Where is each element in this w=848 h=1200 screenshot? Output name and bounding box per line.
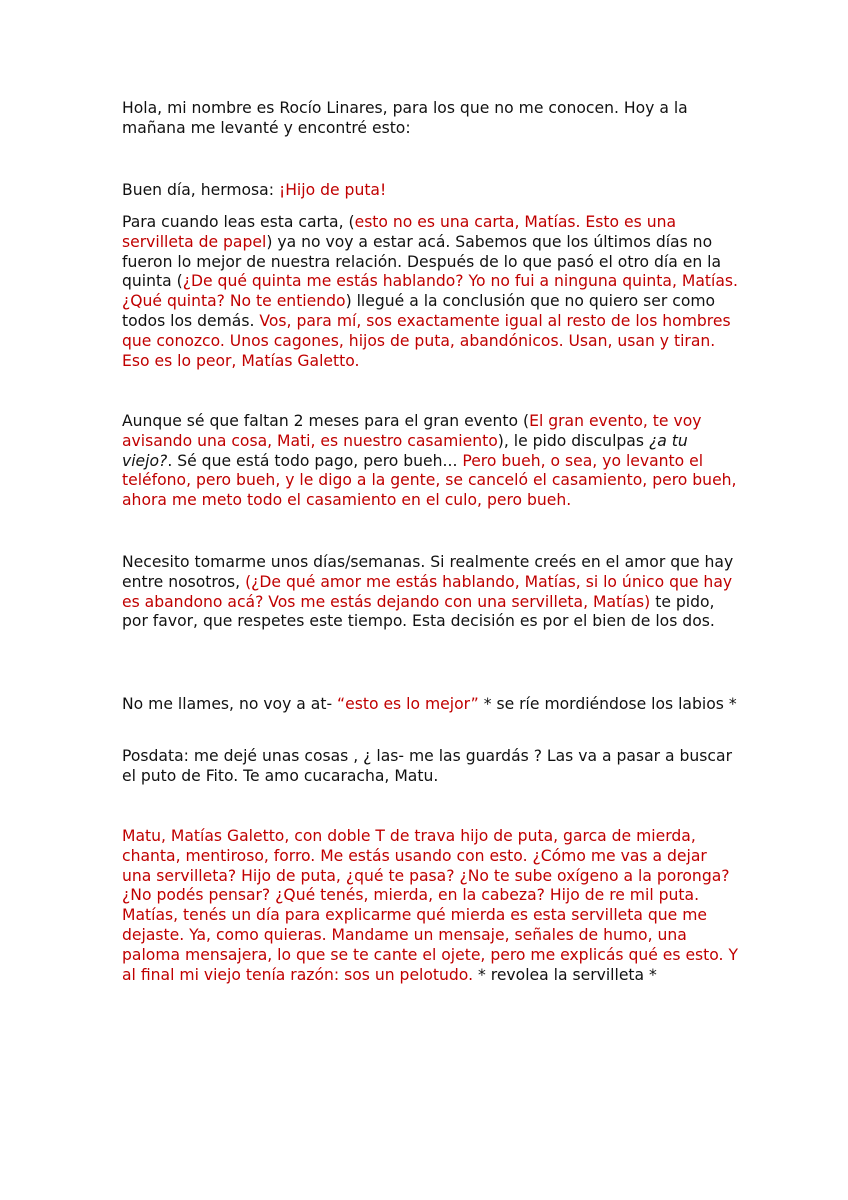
text-run: No me llames, no voy a at- xyxy=(122,695,338,713)
response-paragraph xyxy=(122,827,740,985)
red-text-run: (¿De qué amor me estás hablando, Matías, si lo único que hay es abandono acá? Vos me estás dejando con una servilleta, Matías) xyxy=(122,572,733,611)
text-run: * revolea la servilleta * xyxy=(473,965,657,984)
text-run: * se ríe mordiéndose los labios * xyxy=(478,695,737,713)
letter-closing xyxy=(122,695,740,715)
text-run: Necesito tomarme unos días/semanas. Si realmente creés en el amor que hay entre nosotros, xyxy=(122,553,734,591)
text-run: te pido, por favor, que respetes este tiempo. Esta decisión es por el bien de los dos. xyxy=(122,592,715,631)
letter-paragraph-2 xyxy=(122,412,740,511)
text-run: Hola, mi nombre es Rocío Linares, para los que no me conocen. Hoy a la mañana me levanté y encontré esto: xyxy=(122,99,688,137)
letter-paragraph-1 xyxy=(122,213,740,371)
text-run: ) ya no voy a estar acá. Sabemos que los últimos días no fueron lo mejor de nuestra relación. Después de lo que pasó el otro día en la quinta ( xyxy=(122,232,722,291)
text-run: Buen día, hermosa: xyxy=(122,181,279,199)
text-run: Posdata: me dejé unas cosas , ¿ las- me las guardás ? Las va a pasar a buscar el puto de Fito. Te amo cucaracha, Matu. xyxy=(122,747,732,785)
red-text-run: ¡Hijo de puta! xyxy=(278,181,387,199)
letter-greeting xyxy=(122,181,740,201)
letter-postscript xyxy=(122,747,740,787)
text-run: ) llegué a la conclusión que no quiero ser como todos los demás. xyxy=(122,292,716,330)
red-text-run: esto no es una carta, Matías. Esto es una servilleta de papel xyxy=(122,213,677,251)
red-text-run: Pero bueh, o sea, yo levanto el teléfono, pero bueh, y le digo a la gente, se canceló el casamiento, pero bueh, ahora me meto todo el casamiento en el culo, pero bueh. xyxy=(122,451,737,510)
intro-paragraph xyxy=(122,99,740,139)
text-run: ), le pido disculpas xyxy=(497,431,649,450)
red-text-run: Vos, para mí, sos exactamente igual al resto de los hombres que conozco. Unos cagones, hijos de puta, abandónicos. Usan, usan y tiran. Eso es lo peor, Matías Galetto. xyxy=(122,311,731,370)
red-text-run: Matu, Matías Galetto, con doble T de trava hijo de puta, garca de mierda, chanta, mentiroso, forro. Me estás usando con esto. ¿Cómo me vas a dejar una servilleta? Hijo de puta, ¿qué te pasa? ¿No te sube oxígeno a la poronga? ¿No podés pensar? ¿Qué tenés, mierda, en la cabeza? Hijo de re mil puta. Matías, tenés un día para explicarme qué mierda es esta servilleta que me dejaste. Ya, como quieras. Mandame un mensaje, señales de humo, una paloma mensajera, lo que se te cante el ojete, pero me explicás qué es esto. Y al final mi viejo tenía razón: sos un pelotudo. xyxy=(122,827,738,984)
italic-text-run: ¿a tu viejo? xyxy=(122,431,688,470)
text-run: Aunque sé que faltan 2 meses para el gran evento ( xyxy=(122,412,530,430)
red-text-run: ¿De qué quinta me estás hablando? Yo no fui a ninguna quinta, Matías. ¿Qué quinta? No te entiendo xyxy=(122,272,738,311)
text-run: Para cuando leas esta carta, ( xyxy=(122,213,355,231)
red-text-run: “esto es lo mejor” xyxy=(337,695,479,713)
letter-paragraph-3 xyxy=(122,553,740,632)
red-text-run: El gran evento, te voy avisando una cosa, Mati, es nuestro casamiento xyxy=(122,412,702,450)
text-run: . Sé que está todo pago, pero bueh... xyxy=(167,451,463,470)
